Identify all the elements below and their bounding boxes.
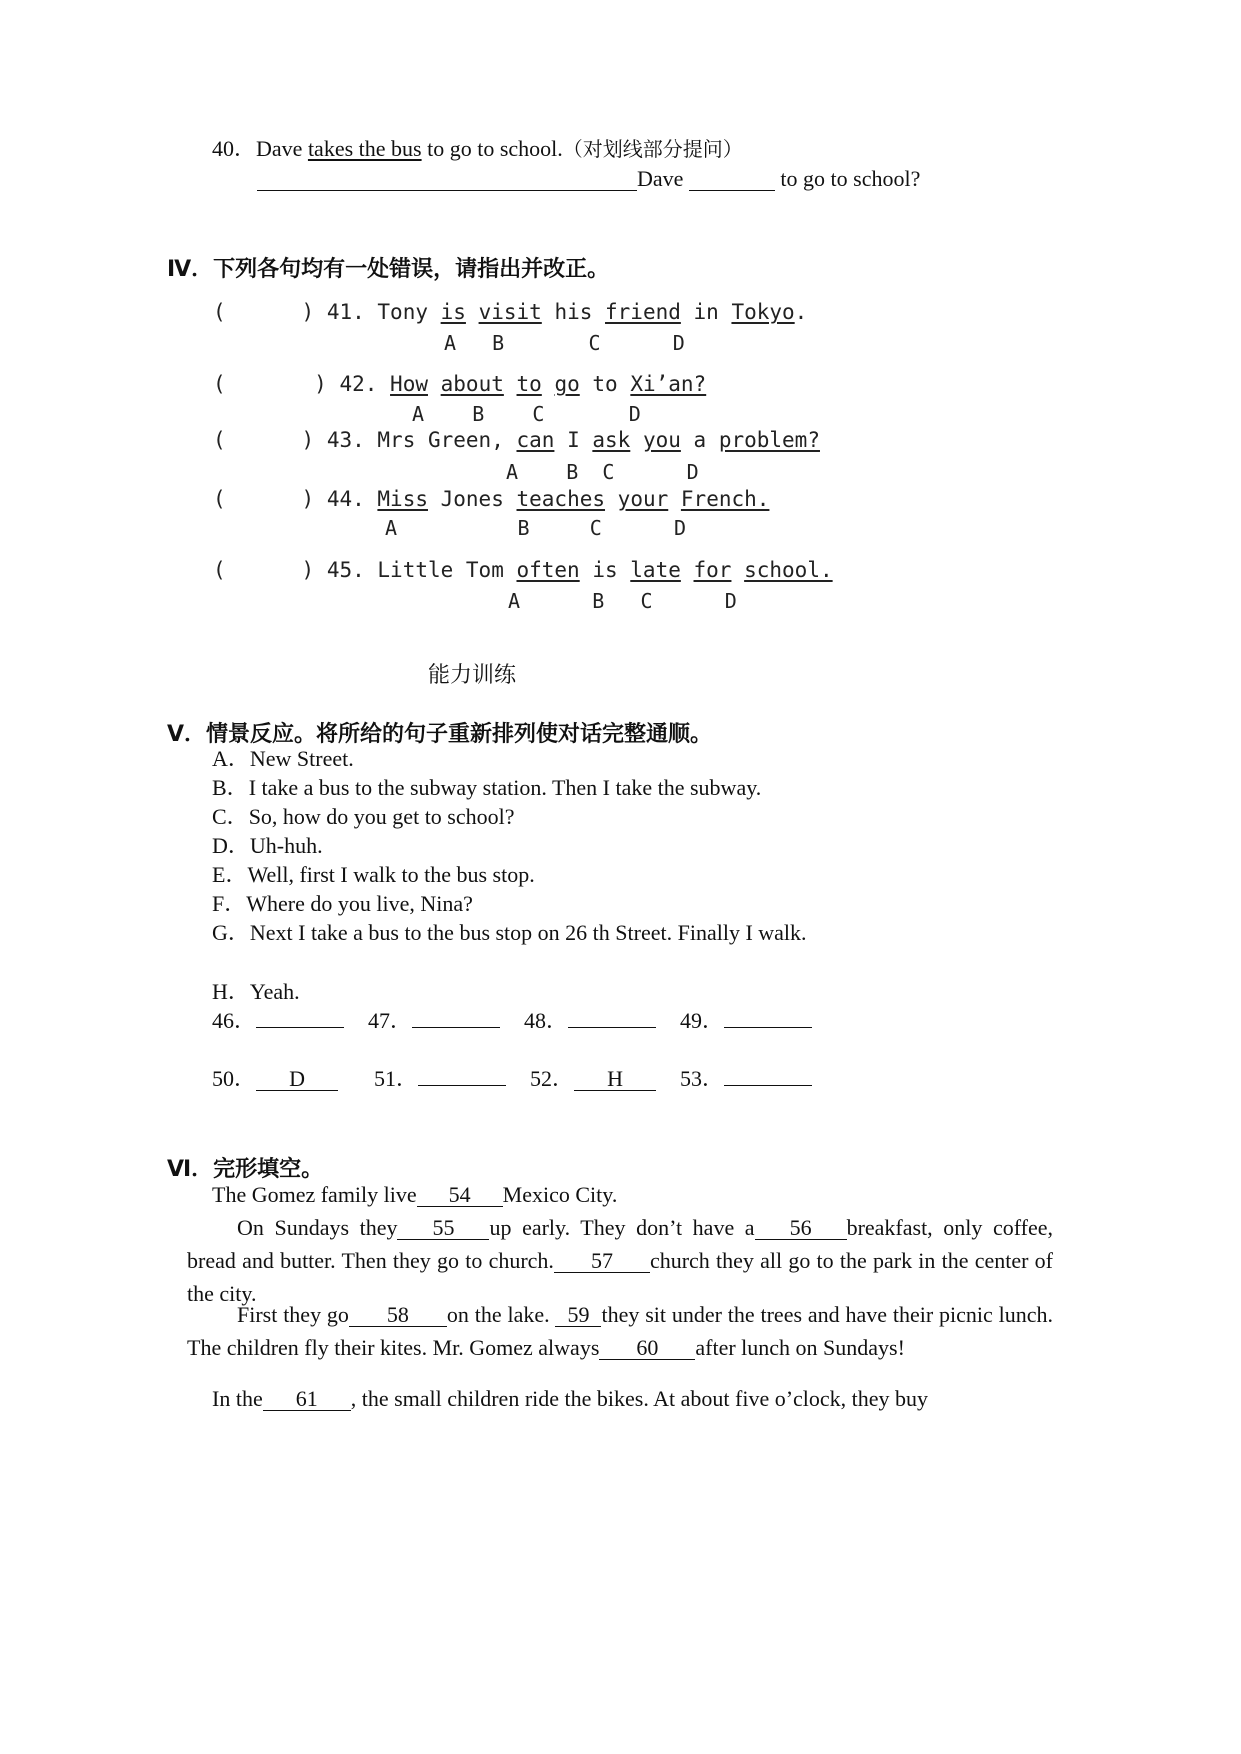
underlined-phrase: takes the bus bbox=[307, 136, 422, 161]
answer-49: 49． bbox=[680, 1008, 812, 1034]
cloze-blank[interactable]: 58 bbox=[349, 1304, 447, 1327]
section-4-title: Ⅳ．下列各句均有一处错误，请指出并改正。 bbox=[167, 257, 610, 282]
error-item-45 bbox=[213, 558, 833, 582]
item-number: 44. bbox=[326, 487, 365, 511]
item-number: 43. bbox=[326, 428, 365, 452]
option-a: A．New Street. bbox=[212, 746, 354, 771]
answer-47: 47． bbox=[368, 1008, 500, 1034]
option-e: E．Well, first I walk to the bus stop. bbox=[212, 862, 535, 887]
item-sentence: Miss Jones teaches your French. bbox=[377, 487, 770, 511]
error-item-43 bbox=[213, 428, 820, 452]
item-sentence: Tony is visit his friend in Tokyo. bbox=[377, 300, 808, 324]
question-40 bbox=[212, 136, 743, 162]
answer-bracket[interactable]: ( ) bbox=[213, 487, 315, 511]
answer-48: 48． bbox=[524, 1008, 656, 1034]
cloze-paragraph-3: First they go 58 on the lake. 59 they sit under the trees and have their picnic lunch. The children fly their kites. Mr. Gomez always 60 after lunch on Sundays! bbox=[187, 1302, 1053, 1360]
item-letters: A B C D bbox=[506, 460, 699, 484]
answer-blank[interactable] bbox=[418, 1085, 506, 1086]
answer-line-text: to go to school? bbox=[780, 166, 921, 191]
cloze-blank[interactable]: 54 bbox=[417, 1184, 503, 1207]
answer-line-text: Dave bbox=[637, 166, 684, 191]
item-number: 42. bbox=[339, 372, 378, 396]
cloze-paragraph-4: In the 61 , the small children ride the bikes. At about five o’clock, they buy bbox=[212, 1386, 929, 1411]
cloze-blank[interactable]: 61 bbox=[263, 1388, 351, 1411]
item-letters: A B C D bbox=[508, 589, 737, 613]
answer-blank[interactable] bbox=[412, 1027, 500, 1028]
error-item-42 bbox=[213, 372, 706, 396]
cloze-paragraph-2: On Sundays they 55 up early. They don’t have a 56 breakfast, only coffee, bread and butter. Then they go to church. 57 church they all go to the park in the center of the city. bbox=[187, 1215, 1054, 1306]
option-c: C．So, how do you get to school? bbox=[212, 804, 515, 829]
option-h: H．Yeah. bbox=[212, 979, 300, 1004]
cloze-paragraph-1: The Gomez family live 54 Mexico City. bbox=[212, 1182, 618, 1207]
answer-blank[interactable] bbox=[256, 1027, 344, 1028]
answer-bracket[interactable]: ( ) bbox=[213, 558, 315, 582]
option-b: B．I take a bus to the subway station. Then I take the subway. bbox=[212, 775, 762, 800]
cloze-blank[interactable]: 57 bbox=[554, 1250, 650, 1273]
answer-bracket[interactable]: ( ) bbox=[213, 428, 315, 452]
error-item-41 bbox=[213, 300, 807, 324]
question-40-answer-line bbox=[257, 166, 920, 192]
section-5-title: Ⅴ．情景反应。将所给的句子重新排列使对话完整通顺。 bbox=[167, 722, 713, 747]
answer-52: 52． H bbox=[530, 1066, 656, 1092]
answer-bracket[interactable]: ( ) bbox=[213, 372, 327, 396]
question-text: to go to school. bbox=[421, 136, 563, 161]
answer-blank[interactable] bbox=[257, 168, 637, 191]
item-sentence: Little Tom often is late for school. bbox=[377, 558, 833, 582]
answer-bracket[interactable]: ( ) bbox=[213, 300, 315, 324]
item-letters: A B C D bbox=[412, 402, 641, 426]
item-sentence: How about to go to Xi’an? bbox=[390, 372, 707, 396]
answer-53: 53． bbox=[680, 1066, 812, 1092]
item-sentence: Mrs Green, can I ask you a problem? bbox=[377, 428, 820, 452]
ability-title: 能力训练 bbox=[428, 663, 517, 688]
item-number: 41. bbox=[326, 300, 365, 324]
option-g: G．Next I take a bus to the bus stop on 26 th Street. Finally I walk. bbox=[212, 920, 807, 945]
error-item-44 bbox=[213, 487, 769, 511]
question-number: 40． bbox=[212, 136, 257, 161]
section-6-title: Ⅵ．完形填空。 bbox=[167, 1157, 324, 1182]
answer-50: 50． D bbox=[212, 1066, 338, 1092]
option-f: F．Where do you live, Nina? bbox=[212, 891, 473, 916]
question-note: （对划线部分提问） bbox=[562, 137, 743, 161]
item-number: 45. bbox=[326, 558, 365, 582]
answer-blank[interactable] bbox=[724, 1027, 812, 1028]
answer-blank[interactable]: D bbox=[256, 1068, 338, 1091]
cloze-blank[interactable]: 55 bbox=[397, 1217, 489, 1240]
answer-51: 51． bbox=[374, 1066, 506, 1092]
answer-blank[interactable] bbox=[689, 168, 775, 191]
answer-blank[interactable]: H bbox=[574, 1068, 656, 1091]
cloze-blank[interactable]: 56 bbox=[755, 1217, 847, 1240]
question-text: Dave bbox=[256, 136, 308, 161]
cloze-blank[interactable]: 59 bbox=[555, 1304, 601, 1327]
answer-blank[interactable] bbox=[724, 1085, 812, 1086]
answer-blank[interactable] bbox=[568, 1027, 656, 1028]
answer-46: 46． bbox=[212, 1008, 344, 1034]
item-letters: A B C D bbox=[444, 331, 685, 355]
cloze-blank[interactable]: 60 bbox=[599, 1337, 695, 1360]
option-d: D．Uh-huh. bbox=[212, 833, 323, 858]
item-letters: A B C D bbox=[385, 516, 687, 540]
